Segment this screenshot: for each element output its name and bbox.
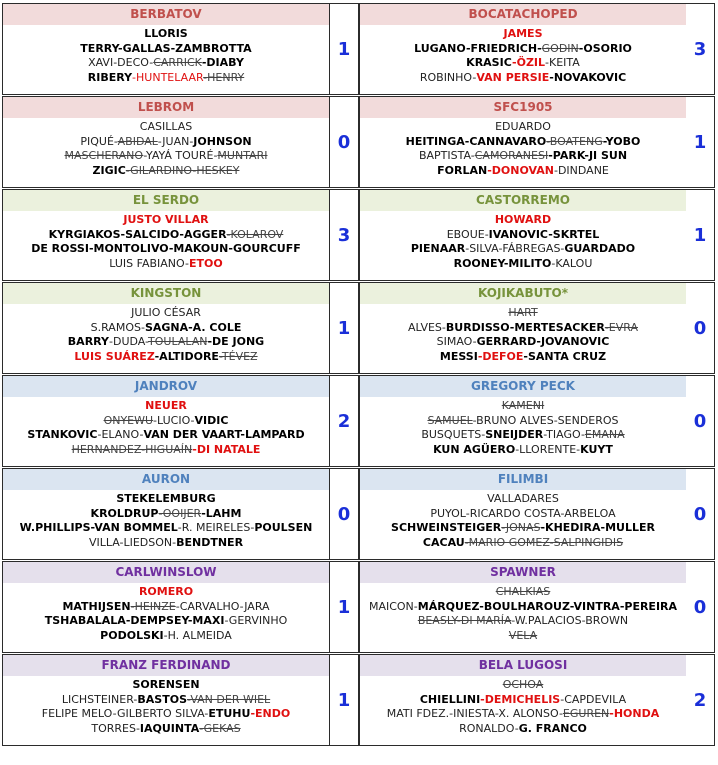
lineup-line <box>360 71 686 86</box>
player-segment: -DINDANE <box>553 163 609 177</box>
lineup-line <box>360 536 686 551</box>
lineup <box>360 490 686 550</box>
lineup-line <box>360 428 686 443</box>
lineup-line <box>3 71 329 86</box>
score-value: 3 <box>337 224 351 246</box>
lineup <box>360 583 686 643</box>
team-name: LEBROM <box>3 97 329 118</box>
player-segment: STEKELEMBURG <box>116 492 216 505</box>
player-segment: CAMORANESI <box>474 149 549 162</box>
lineup-line <box>3 707 329 722</box>
player-segment: BASTOS <box>137 692 188 706</box>
player-segment: GERRARD-JOVANOVIC <box>476 335 610 348</box>
lineup-line <box>360 120 686 135</box>
lineup <box>360 304 686 364</box>
away-score-cell <box>686 654 715 746</box>
away-team-card <box>359 468 687 560</box>
player-segment: W.PHILLIPS-VAN BOMMEL <box>19 521 178 534</box>
player-segment: -BRUNO ALVES-SENDEROS <box>472 413 619 427</box>
home-score-cell <box>330 375 359 467</box>
team-name: KINGSTON <box>3 283 329 304</box>
player-segment: -PARK-JI SUN <box>548 149 628 162</box>
lineup-line <box>360 600 686 615</box>
player-segment: TOULALAN <box>148 335 208 348</box>
player-segment: LUIS FABIANO- <box>109 256 189 270</box>
score-value: 2 <box>693 689 707 711</box>
score-value: 1 <box>337 317 351 339</box>
lineup-line <box>3 536 329 551</box>
home-team-card <box>2 282 330 374</box>
player-segment: -OOIJER <box>158 506 202 520</box>
player-segment: ZIGIC <box>92 163 126 177</box>
player-segment: PODOLSKI <box>100 628 164 642</box>
home-score-cell <box>330 468 359 560</box>
player-segment: -YAYÁ TOURÉ- <box>143 149 218 162</box>
player-segment: SORENSEN <box>132 678 200 691</box>
player-segment: MASCHERANO <box>64 149 144 162</box>
player-segment: PIQUÉ- <box>80 134 118 148</box>
player-segment: -HUNTELAAR <box>132 70 204 84</box>
player-segment: TERRY-GALLAS-ZAMBROTTA <box>80 41 252 55</box>
player-segment: -KHEDIRA-MULLER <box>540 521 655 534</box>
player-segment: -ELANO- <box>97 428 144 441</box>
team-name: JANDROV <box>3 376 329 397</box>
team-name: SFC1905 <box>360 97 686 118</box>
lineup-line <box>360 629 686 644</box>
player-segment: HOWARD <box>494 213 552 226</box>
player-segment: -EVRA <box>604 320 638 334</box>
player-segment: -GEKAS <box>199 721 241 735</box>
player-segment: -DUDA- <box>109 335 149 348</box>
player-segment: ONYEWU <box>103 413 154 427</box>
player-segment: SAMUEL <box>427 413 473 427</box>
home-score-cell <box>330 561 359 653</box>
player-segment: SCHWEINSTEIGER <box>391 521 502 534</box>
player-segment: BURDISSO-MERTESACKER <box>445 320 605 334</box>
lineup-line <box>360 693 686 708</box>
lineup-line <box>3 321 329 336</box>
lineup-line <box>3 428 329 443</box>
player-segment: GUARDADO <box>564 242 636 255</box>
lineup-line <box>3 600 329 615</box>
lineup-line <box>360 492 686 507</box>
lineup <box>3 211 329 271</box>
lineup-line <box>3 507 329 522</box>
lineup-line <box>3 693 329 708</box>
player-segment: RONALDO- <box>459 721 519 735</box>
match-row <box>2 3 715 97</box>
player-segment: -DE JONG <box>207 335 265 348</box>
lineup <box>3 118 329 178</box>
team-name: SPAWNER <box>360 562 686 583</box>
player-segment: ABIDAL <box>117 134 158 148</box>
player-segment: VELA <box>508 628 538 642</box>
lineup-line <box>360 678 686 693</box>
lineup-line <box>3 678 329 693</box>
lineup-line <box>360 257 686 272</box>
lineup-line <box>360 135 686 150</box>
team-name: AURON <box>3 469 329 490</box>
match-row <box>2 96 715 190</box>
player-segment: -HONDA <box>609 707 660 720</box>
player-segment: POULSEN <box>254 521 313 534</box>
lineup-line <box>3 242 329 257</box>
lineup-line <box>3 27 329 42</box>
lineup-line <box>3 521 329 536</box>
player-segment: -JUAN- <box>157 134 194 148</box>
player-segment: -LAHM <box>201 506 242 520</box>
home-score-cell <box>330 282 359 374</box>
player-segment: -W.PALACIOS-BROWN <box>511 614 629 627</box>
player-segment: STANKOVIC <box>27 428 98 441</box>
score-value: 0 <box>693 410 707 432</box>
player-segment: CHALKIAS <box>495 585 551 598</box>
player-segment: XAVI-DECO- <box>88 56 154 69</box>
lineup-line <box>360 164 686 179</box>
player-segment: -KEITA <box>545 56 580 69</box>
player-segment: MUNTARI <box>217 149 268 162</box>
home-team-card <box>2 96 330 188</box>
player-segment: TSHABALALA-DEMPSEY-MAXI <box>44 614 225 627</box>
score-value: 1 <box>337 596 351 618</box>
player-segment: FORLAN <box>437 163 488 177</box>
team-name: GREGORY PECK <box>360 376 686 397</box>
player-segment: PUYOL-RICARDO COSTA-ARBELOA <box>430 506 616 520</box>
player-segment: -R. MEIRELES- <box>177 521 255 534</box>
lineup-line <box>3 257 329 272</box>
player-segment: LUIS SUÁREZ <box>74 349 155 363</box>
player-segment: IVANOVIC-SKRTEL <box>488 227 600 241</box>
lineup-line <box>3 56 329 71</box>
score-value: 0 <box>337 503 351 525</box>
lineup <box>360 25 686 85</box>
player-segment: VALLADARES <box>487 492 559 505</box>
away-team-card <box>359 561 687 653</box>
player-segment: CACAU <box>422 535 465 549</box>
player-segment: KROLDRUP <box>90 506 159 520</box>
player-segment: G. FRANCO <box>518 721 587 735</box>
home-team-card <box>2 189 330 281</box>
player-segment: BENDTNER <box>176 535 244 549</box>
player-segment: OCHOA <box>502 678 544 691</box>
lineup-line <box>360 443 686 458</box>
player-segment: -SANTA CRUZ <box>523 349 607 363</box>
away-team-card <box>359 282 687 374</box>
player-segment: -SILVA-FÁBREGAS- <box>465 242 565 255</box>
team-name: FRANZ FERDINAND <box>3 655 329 676</box>
player-segment: -GERVINHO <box>224 614 288 627</box>
match-row <box>2 375 715 469</box>
lineup-line <box>3 350 329 365</box>
player-segment: ROMERO <box>138 585 194 598</box>
lineup-line <box>3 492 329 507</box>
lineup-line <box>360 350 686 365</box>
score-value: 1 <box>693 131 707 153</box>
player-segment: GODIN <box>541 41 579 55</box>
player-segment: -HENRY <box>203 70 245 84</box>
away-score-cell <box>686 468 715 560</box>
match-row <box>2 282 715 376</box>
team-name: FILIMBI <box>360 469 686 490</box>
player-segment: FELIPE MELO-GILBERTO SILVA- <box>41 707 209 720</box>
lineup-line <box>360 521 686 536</box>
player-segment: MESSI <box>439 349 478 363</box>
player-segment: MATI FDEZ.-INIESTA-X. ALONSO- <box>386 707 563 720</box>
player-segment: -NOVAKOVIC <box>549 70 627 84</box>
lineup <box>360 118 686 178</box>
player-segment: -DI NATALE <box>192 442 261 456</box>
player-segment: VAN DER VAART-LAMPARD <box>143 428 305 441</box>
lineup-line <box>360 507 686 522</box>
home-team-card <box>2 561 330 653</box>
player-segment: -TIAGO- <box>543 428 585 441</box>
player-segment: VIDIC <box>194 413 229 427</box>
lineup-line <box>3 629 329 644</box>
lineup-line <box>360 27 686 42</box>
match-row <box>2 468 715 562</box>
player-segment: MÁRQUEZ-BOULHAROUZ-VINTRA-PEREIRA <box>417 599 678 613</box>
home-score-cell <box>330 96 359 188</box>
player-segment: EBOUE- <box>446 227 489 241</box>
lineup-line <box>360 149 686 164</box>
player-segment: LUGANO-FRIEDRICH- <box>414 41 542 55</box>
home-team-card <box>2 468 330 560</box>
player-segment: CASILLAS <box>139 120 193 133</box>
player-segment: SAGNA-A. COLE <box>144 320 242 334</box>
score-value: 0 <box>693 317 707 339</box>
player-segment: EDUARDO <box>495 120 551 133</box>
team-name: BERBATOV <box>3 4 329 25</box>
lineup-line <box>360 228 686 243</box>
player-segment: -OSORIO <box>578 41 632 55</box>
lineup-line <box>3 614 329 629</box>
player-segment: -CAPDEVILA <box>560 692 627 706</box>
player-segment: ALVES- <box>408 320 446 334</box>
lineup-line <box>360 335 686 350</box>
player-segment: LICHSTEINER- <box>61 692 138 706</box>
team-name: KOJIKABUTO* <box>360 283 686 304</box>
lineup-line <box>360 321 686 336</box>
lineup <box>3 397 329 457</box>
player-segment: ROBINHO- <box>419 70 477 84</box>
player-segment: -KOLAROV <box>226 227 284 241</box>
player-segment: -GILARDINO-HESKEY <box>125 163 240 177</box>
player-segment: -DIABY <box>201 56 244 69</box>
lineup-line <box>360 614 686 629</box>
player-segment: IAQUINTA <box>139 721 200 735</box>
home-score-cell <box>330 654 359 746</box>
player-segment: SNEIJDER <box>485 428 544 441</box>
player-segment: -KALOU <box>551 256 593 270</box>
lineup-line <box>360 399 686 414</box>
player-segment: NEUER <box>145 399 187 412</box>
player-segment: KYRGIAKOS-SALCIDO-AGGER <box>48 227 227 241</box>
lineup <box>3 304 329 364</box>
away-score-cell <box>686 282 715 374</box>
home-score-cell <box>330 189 359 281</box>
away-team-card <box>359 189 687 281</box>
team-name: CASTORREMO <box>360 190 686 211</box>
player-segment: PIENAAR <box>410 242 466 255</box>
player-segment: -ENDO <box>250 707 291 720</box>
score-value: 0 <box>693 596 707 618</box>
lineup-line <box>3 306 329 321</box>
away-score-cell <box>686 561 715 653</box>
player-segment: -TÉVEZ <box>218 349 258 363</box>
score-value: 1 <box>337 38 351 60</box>
player-segment: S.RAMOS- <box>90 320 145 334</box>
player-segment: -VAN DER WIEL <box>187 692 271 706</box>
player-segment: KRASIC <box>466 56 513 69</box>
player-segment: -MARIO GOMEZ-SALPINGIDIS <box>464 535 624 549</box>
score-value: 3 <box>693 38 707 60</box>
lineup-line <box>3 120 329 135</box>
away-score-cell <box>686 375 715 467</box>
lineup <box>3 583 329 643</box>
lineup-line <box>3 414 329 429</box>
lineup-line <box>360 306 686 321</box>
player-segment: KAMENI <box>501 399 545 412</box>
lineup-line <box>360 414 686 429</box>
lineup-line <box>3 399 329 414</box>
lineup-line <box>3 213 329 228</box>
score-value: 0 <box>337 131 351 153</box>
away-score-cell <box>686 189 715 281</box>
team-name: BELA LUGOSI <box>360 655 686 676</box>
player-segment: ETUHU <box>208 707 251 720</box>
lineup-line <box>360 213 686 228</box>
lineup <box>3 490 329 550</box>
score-value: 0 <box>693 503 707 525</box>
player-segment: -YOBO <box>602 134 641 148</box>
lineup-line <box>3 42 329 57</box>
away-team-card <box>359 96 687 188</box>
player-segment: EMANA <box>584 428 625 441</box>
player-segment: EGUREN <box>562 707 610 720</box>
player-segment: BAPTISTA- <box>418 149 475 162</box>
away-team-card <box>359 3 687 95</box>
player-segment: LLORIS <box>144 27 188 40</box>
player-segment: HERNANDEZ-HIGUAÍN <box>71 442 193 456</box>
player-segment: JOHNSON <box>193 134 252 148</box>
match-row <box>2 561 715 655</box>
player-segment: TORRES- <box>91 721 140 735</box>
match-row <box>2 189 715 283</box>
player-segment: -LLORENTE- <box>515 442 581 456</box>
player-segment: -DEFOE <box>477 349 524 363</box>
lineup <box>360 211 686 271</box>
team-name: BOCATACHOPED <box>360 4 686 25</box>
player-segment: BARRY <box>67 335 109 348</box>
lineup-line <box>3 335 329 350</box>
lineup-line <box>360 722 686 737</box>
lineup-line <box>360 56 686 71</box>
away-score-cell <box>686 3 715 95</box>
lineup <box>360 397 686 457</box>
lineup-line <box>360 585 686 600</box>
lineup-line <box>3 164 329 179</box>
player-segment: JUSTO VILLAR <box>123 213 209 226</box>
home-score-cell <box>330 3 359 95</box>
player-segment: DE ROSSI-MONTOLIVO-MAKOUN-GOURCUFF <box>31 242 301 255</box>
score-value: 2 <box>337 410 351 432</box>
player-segment: VAN PERSIE <box>476 70 550 84</box>
player-segment: BUSQUETS- <box>421 428 486 441</box>
lineup-line <box>360 42 686 57</box>
player-segment: -BOATENG <box>546 134 603 148</box>
lineup-line <box>3 443 329 458</box>
player-segment: MATHIJSEN <box>62 599 131 613</box>
lineup-line <box>3 585 329 600</box>
away-team-card <box>359 375 687 467</box>
lineup-line <box>3 228 329 243</box>
lineup-line <box>3 135 329 150</box>
lineup <box>3 676 329 736</box>
player-segment: KUN AGÜERO <box>433 442 516 456</box>
home-team-card <box>2 654 330 746</box>
player-segment: HART <box>508 306 538 319</box>
player-segment: -JONAS <box>501 521 541 534</box>
player-segment: -ALTIDORE <box>154 349 219 363</box>
lineup <box>360 676 686 736</box>
player-segment: -LUCIO- <box>153 413 195 427</box>
team-name: EL SERDO <box>3 190 329 211</box>
player-segment: -DONOVAN <box>487 163 554 177</box>
player-segment: CARRICK <box>153 56 202 69</box>
score-value: 1 <box>337 689 351 711</box>
match-row <box>2 654 715 748</box>
lineup-line <box>360 707 686 722</box>
player-segment: HEITINGA-CANNAVARO <box>405 134 547 148</box>
away-team-card <box>359 654 687 746</box>
player-segment: -HEINZE <box>130 599 176 613</box>
home-team-card <box>2 3 330 95</box>
player-segment: MAICON- <box>368 599 418 613</box>
lineup-line <box>3 722 329 737</box>
score-value: 1 <box>693 224 707 246</box>
player-segment: KUYT <box>580 442 613 456</box>
player-segment: -DEMICHELIS <box>480 692 561 706</box>
player-segment: -H. ALMEIDA <box>163 628 232 642</box>
team-name: CARLWINSLOW <box>3 562 329 583</box>
player-segment: -CARVALHO-JARA <box>175 599 270 613</box>
lineup-line <box>3 149 329 164</box>
player-segment: BEASLY-DI MARÍA <box>417 614 512 627</box>
home-team-card <box>2 375 330 467</box>
player-segment: CHIELLINI <box>419 692 481 706</box>
away-score-cell <box>686 96 715 188</box>
lineup-line <box>360 242 686 257</box>
player-segment: -ÖZIL <box>512 56 546 69</box>
player-segment: SIMAO- <box>436 335 477 348</box>
lineup <box>3 25 329 85</box>
player-segment: ETOO <box>188 256 223 270</box>
player-segment: ROONEY-MILITO <box>453 256 552 270</box>
player-segment: VILLA-LIEDSON- <box>88 535 177 549</box>
player-segment: JULIO CÉSAR <box>131 306 201 319</box>
player-segment: JAMES <box>503 27 543 40</box>
player-segment: RIBERY <box>87 70 133 84</box>
